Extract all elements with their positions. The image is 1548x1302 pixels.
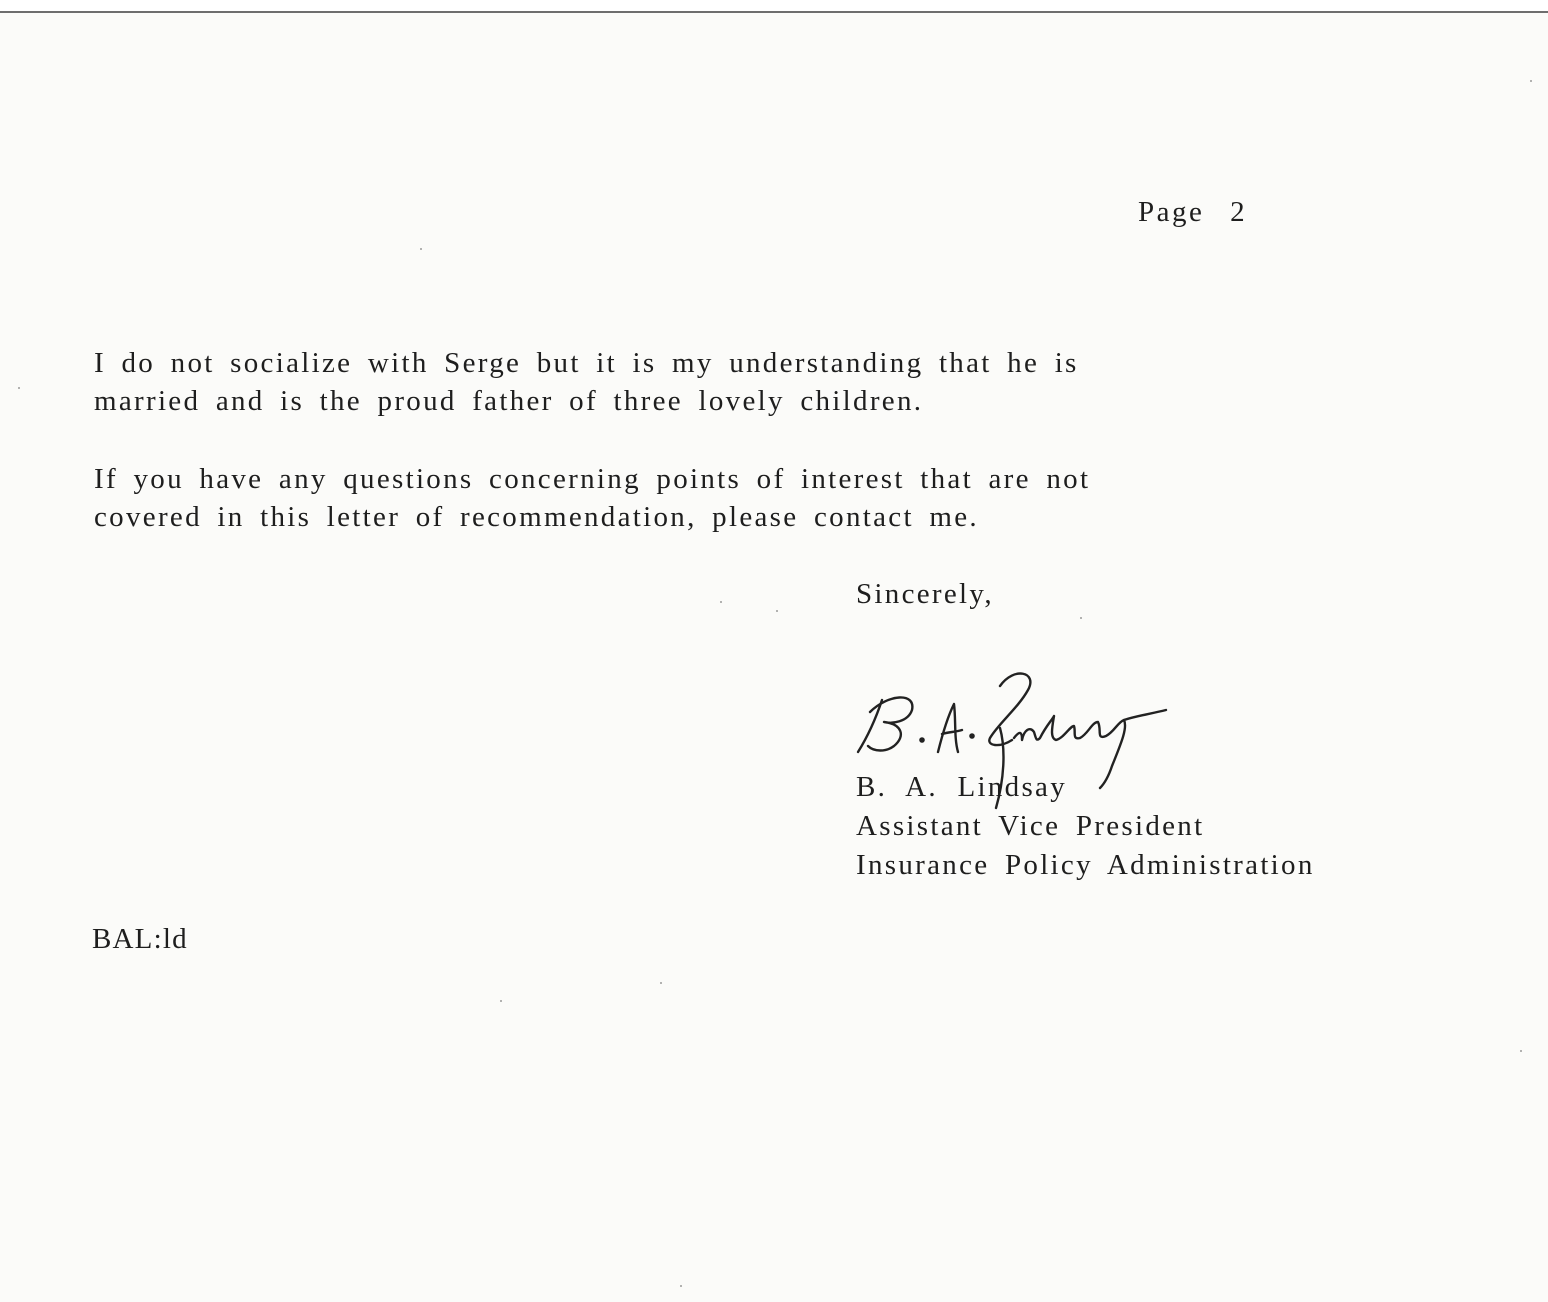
page-top-edge — [0, 0, 1548, 13]
page-number: Page 2 — [1138, 196, 1248, 228]
paper-speck — [500, 1000, 502, 1002]
paper-speck — [1080, 617, 1082, 619]
paper-speck — [680, 1285, 682, 1287]
paragraph-line: married and is the proud father of three lovely children. — [94, 385, 924, 417]
paper-speck — [660, 982, 662, 984]
paragraph-line: covered in this letter of recommendation, please contact me. — [94, 501, 979, 533]
signer-title: Assistant Vice President — [856, 810, 1205, 842]
paper-speck — [1520, 1050, 1522, 1052]
paper-speck — [420, 248, 422, 250]
paper-speck — [1530, 80, 1532, 82]
signer-name: B. A. Lindsay — [856, 771, 1068, 803]
paper-speck — [720, 601, 722, 603]
paper-speck — [18, 387, 20, 389]
signer-department: Insurance Policy Administration — [856, 849, 1315, 881]
paragraph-line: I do not socialize with Serge but it is my understanding that he is — [94, 347, 1079, 379]
reference-initials: BAL:ld — [92, 923, 188, 955]
paper-speck — [776, 610, 778, 612]
paragraph-line: If you have any questions concerning points of interest that are not — [94, 463, 1091, 495]
closing-salutation: Sincerely, — [856, 578, 994, 610]
